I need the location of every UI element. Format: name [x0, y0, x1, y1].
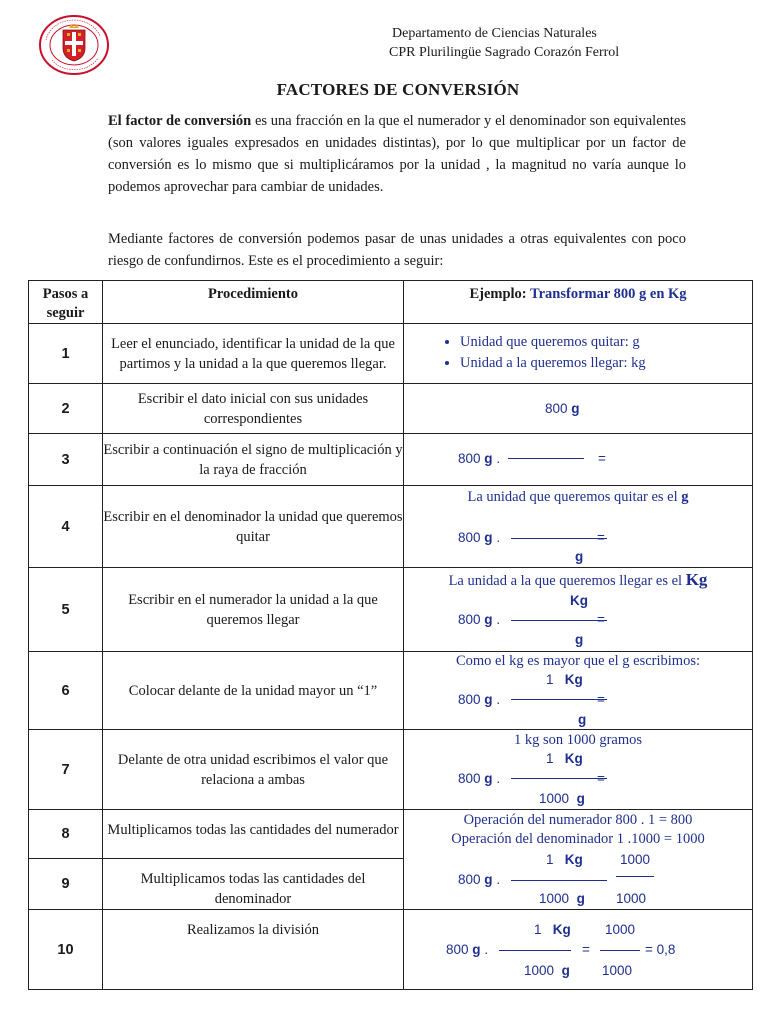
conversion-steps-table — [28, 280, 753, 990]
step-procedure: Colocar delante de la unidad mayor un “1” — [103, 652, 404, 730]
step-example: La unidad a la que queremos llegar es el Kg Kg 800 g . = g — [404, 568, 753, 652]
step-procedure: Escribir en el numerador la unidad a la que queremos llegar — [103, 568, 404, 652]
table-header-row — [29, 281, 753, 324]
step-example: 800 g . = — [404, 434, 753, 486]
table-row — [29, 324, 753, 384]
list-item: • Unidad a la queremos llegar: kg — [460, 353, 646, 374]
step-number: 8 — [29, 810, 103, 859]
step-procedure: Leer el enunciado, identificar la unidad de la que partimos y la unidad a la que queremos llegar. — [103, 324, 404, 384]
step-example: 1 Kg 1000 800 g . = = 0,8 1000 g 1000 — [404, 910, 753, 990]
step-procedure: Multiplicamos todas las cantidades del denominador — [103, 859, 404, 910]
step-procedure: Realizamos la división — [103, 910, 404, 990]
table-row — [29, 910, 753, 990]
step-number: 6 — [29, 652, 103, 730]
school-logo — [38, 14, 110, 76]
table-row — [29, 810, 753, 859]
example-header: Ejemplo: Transformar 800 g en Kg — [404, 281, 753, 324]
step-example: 800 g — [404, 384, 753, 434]
step-number: 10 — [29, 910, 103, 990]
step-number: 4 — [29, 486, 103, 568]
step-number: 3 — [29, 434, 103, 486]
table-row — [29, 652, 753, 730]
step-example: La unidad que queremos quitar es el g 800 g . = g — [404, 486, 753, 568]
intro-paragraph — [108, 110, 686, 198]
step-procedure: Escribir el dato inicial con sus unidades correspondientes — [103, 384, 404, 434]
step-number: 9 — [29, 859, 103, 910]
procedure-intro: Mediante factores de conversión podemos pasar de unas unidades a otras equivalentes con poco riesgo de confundirnos. Este es el procedimiento a seguir: — [108, 231, 686, 269]
step-procedure: Escribir en el denominador la unidad que queremos quitar — [103, 486, 404, 568]
table-row — [29, 434, 753, 486]
step-example: Operación del numerador 800 . 1 = 800 Operación del denominador 1 .1000 = 1000 1 Kg 1000 800 g . 1000 g 1000 — [404, 810, 753, 910]
procedure-header: Procedimiento — [103, 281, 404, 324]
list-item: • Unidad que queremos quitar: g — [460, 332, 646, 353]
table-row — [29, 730, 753, 810]
table-row — [29, 568, 753, 652]
step-number: 2 — [29, 384, 103, 434]
intro-text: es una fracción en la que el numerador y el denominador son equivalentes (son valores iguales expresados en unidades distintas), por lo que multiplicar por un factor de conversión es lo mismo que si multiplicáramos por la unidad , la magnitud no varía aunque lo podemos aprovechar para cambiar de unidades. — [108, 113, 687, 195]
step-procedure: Multiplicamos todas las cantidades del numerador — [103, 810, 404, 859]
step-procedure: Delante de otra unidad escribimos el valor que relaciona a ambas — [103, 730, 404, 810]
intro-lead: El factor de conversión — [108, 113, 252, 129]
steps-header: Pasos a seguir — [29, 281, 103, 324]
step-procedure: Escribir a continuación el signo de multiplicación y la raya de fracción — [103, 434, 404, 486]
step-example — [404, 324, 753, 384]
department-name: Departamento de Ciencias Naturales — [392, 26, 597, 41]
school-name: CPR Plurilingüe Sagrado Corazón Ferrol — [389, 45, 620, 60]
step-example: Como el kg es mayor que el g escribimos: 1 Kg 800 g . = g — [404, 652, 753, 730]
page-title: FACTORES DE CONVERSIÓN — [276, 80, 520, 99]
table-row — [29, 384, 753, 434]
step-example: 1 kg son 1000 gramos 1 Kg 800 g . = 1000 g — [404, 730, 753, 810]
step-number: 5 — [29, 568, 103, 652]
table-row — [29, 486, 753, 568]
step-number: 7 — [29, 730, 103, 810]
step-number: 1 — [29, 324, 103, 384]
